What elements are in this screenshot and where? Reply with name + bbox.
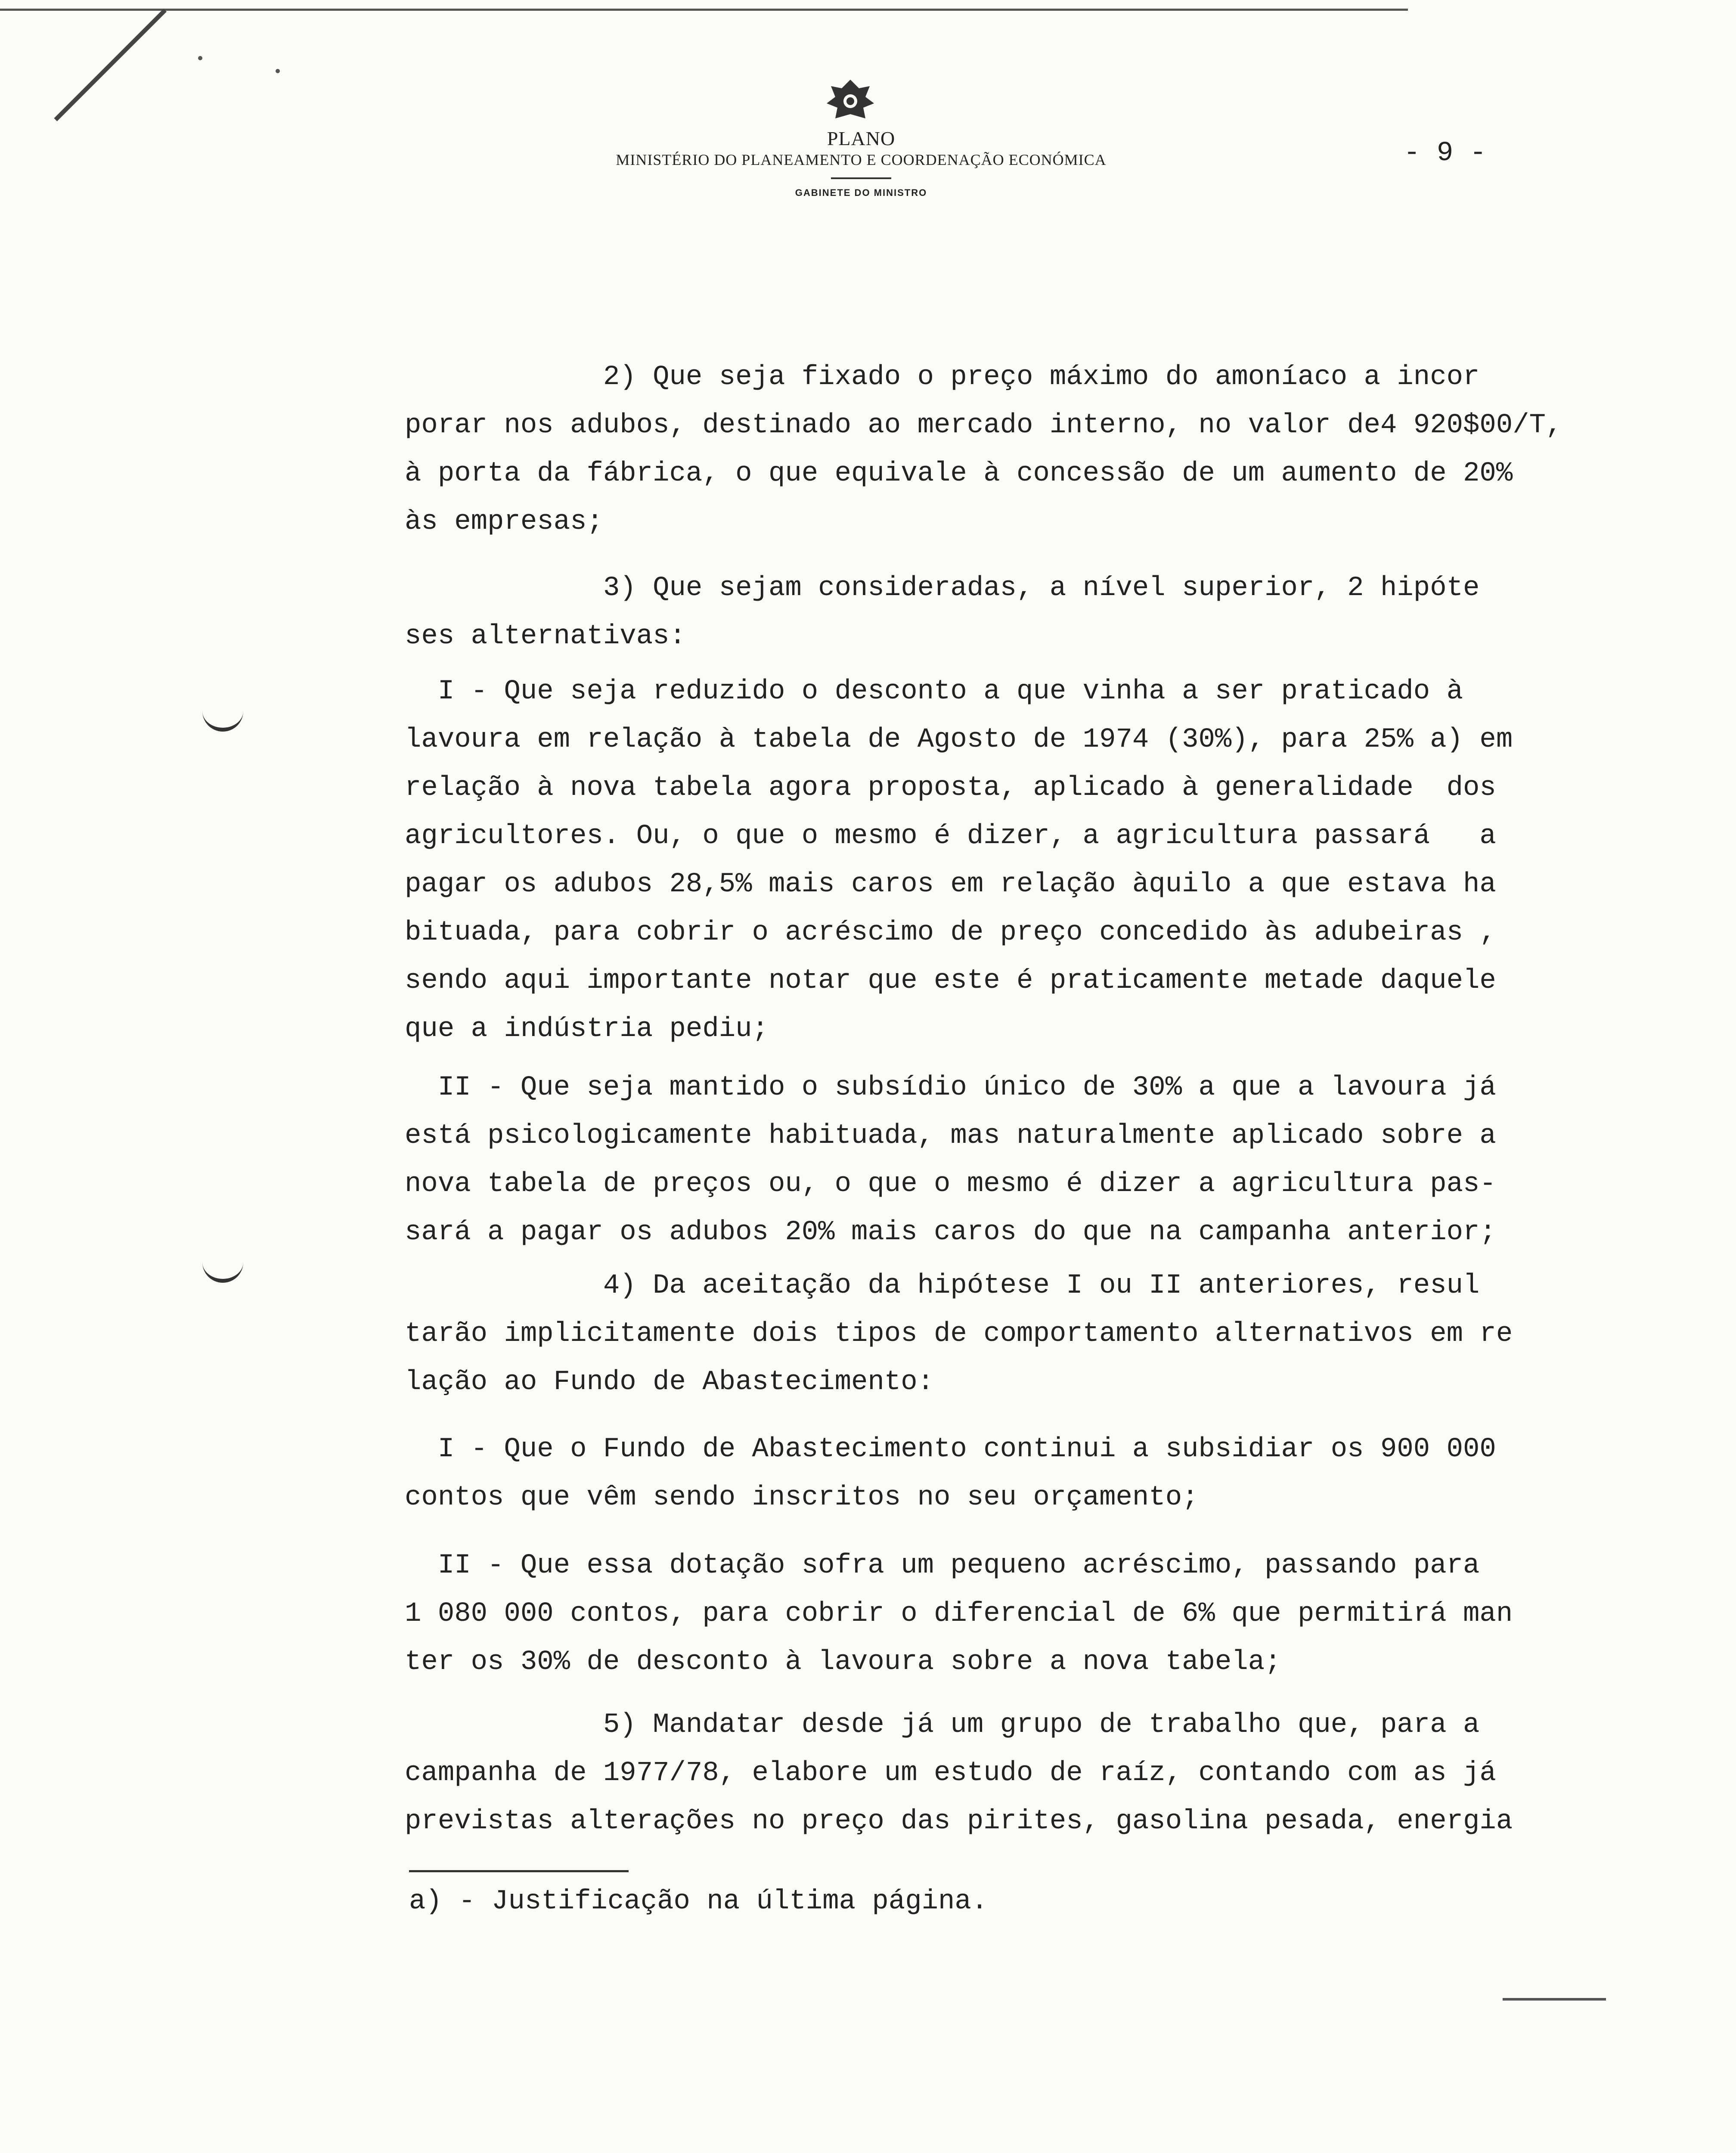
letterhead xyxy=(560,78,1162,233)
margin-bracket-mark xyxy=(202,1262,243,1283)
paragraph-item-4: 4) Da aceitação da hipótese I ou II anteriores, resul tarão implicitamente dois tipos de comportamento alternativos em re lação ao Fundo de Abastecimento: xyxy=(405,1270,1513,1398)
bottom-edge-mark xyxy=(1503,1998,1606,2001)
coat-of-arms-icon xyxy=(818,78,883,125)
ink-speck xyxy=(198,56,202,60)
page-number: - 9 - xyxy=(1404,138,1487,169)
paragraph-fund-option-1: I - Que o Fundo de Abastecimento continui a subsidiar os 900 000 contos que vêm sendo inscritos no seu orçamento; xyxy=(405,1434,1496,1513)
margin-stroke-mark xyxy=(54,9,167,121)
letterhead-ministry: MINISTÉRIO DO PLANEAMENTO E COORDENAÇÃO ECONÓMICA xyxy=(616,151,1107,168)
footnote: a) - Justificação na última página. xyxy=(409,1886,988,1917)
letterhead-plano: PLANO xyxy=(827,127,896,149)
ink-speck xyxy=(276,69,280,73)
letterhead-divider xyxy=(831,177,891,179)
paragraph-hypothesis-1: I - Que seja reduzido o desconto a que vinha a ser praticado à lavoura em relação à tabela de Agosto de 1974 (30%), para 25% a) em relação à nova tabela agora proposta, aplicado à generalidade dos agricultores. Ou, o que o mesmo é dizer, a agricultura passará a pagar os adubos 28,5% mais caros em relação àquilo a que estava ha bituada, para cobrir o acréscimo de preço concedido às adubeiras , sendo aqui importante notar que este é praticamente metade daquele que a indústria pediu; xyxy=(405,676,1513,1045)
margin-bracket-mark xyxy=(202,710,243,732)
paragraph-item-3: 3) Que sejam consideradas, a nível superior, 2 hipóte ses alternativas: xyxy=(405,573,1480,652)
letterhead-cabinet: GABINETE DO MINISTRO xyxy=(795,187,927,198)
paragraph-hypothesis-2: II - Que seja mantido o subsídio único de 30% a que a lavoura já está psicologicamente habituada, mas naturalmente aplicado sobre a nova tabela de preços ou, o que o mesmo é dizer a agricultura pas- sará a pagar os adubos 20% mais caros do que na campanha anterior; xyxy=(405,1072,1496,1248)
paragraph-fund-option-2: II - Que essa dotação sofra um pequeno acréscimo, passando para 1 080 000 contos, para cobrir o diferencial de 6% que permitirá man ter os 30% de desconto à lavoura sobre a nova tabela; xyxy=(405,1550,1513,1678)
top-edge-rule xyxy=(0,9,1408,11)
paragraph-item-2: 2) Que seja fixado o preço máximo do amoníaco a incor porar nos adubos, destinado ao mercado interno, no valor de4 920$00/T, à porta da fábrica, o que equivale à concessão de um aumento de 20% às empresas; xyxy=(405,362,1562,537)
paragraph-item-5: 5) Mandatar desde já um grupo de trabalho que, para a campanha de 1977/78, elabore um estudo de raíz, contando com as já previstas alterações no preço das pirites, gasolina pesada, energia xyxy=(405,1709,1513,1837)
footnote-divider xyxy=(409,1870,629,1872)
